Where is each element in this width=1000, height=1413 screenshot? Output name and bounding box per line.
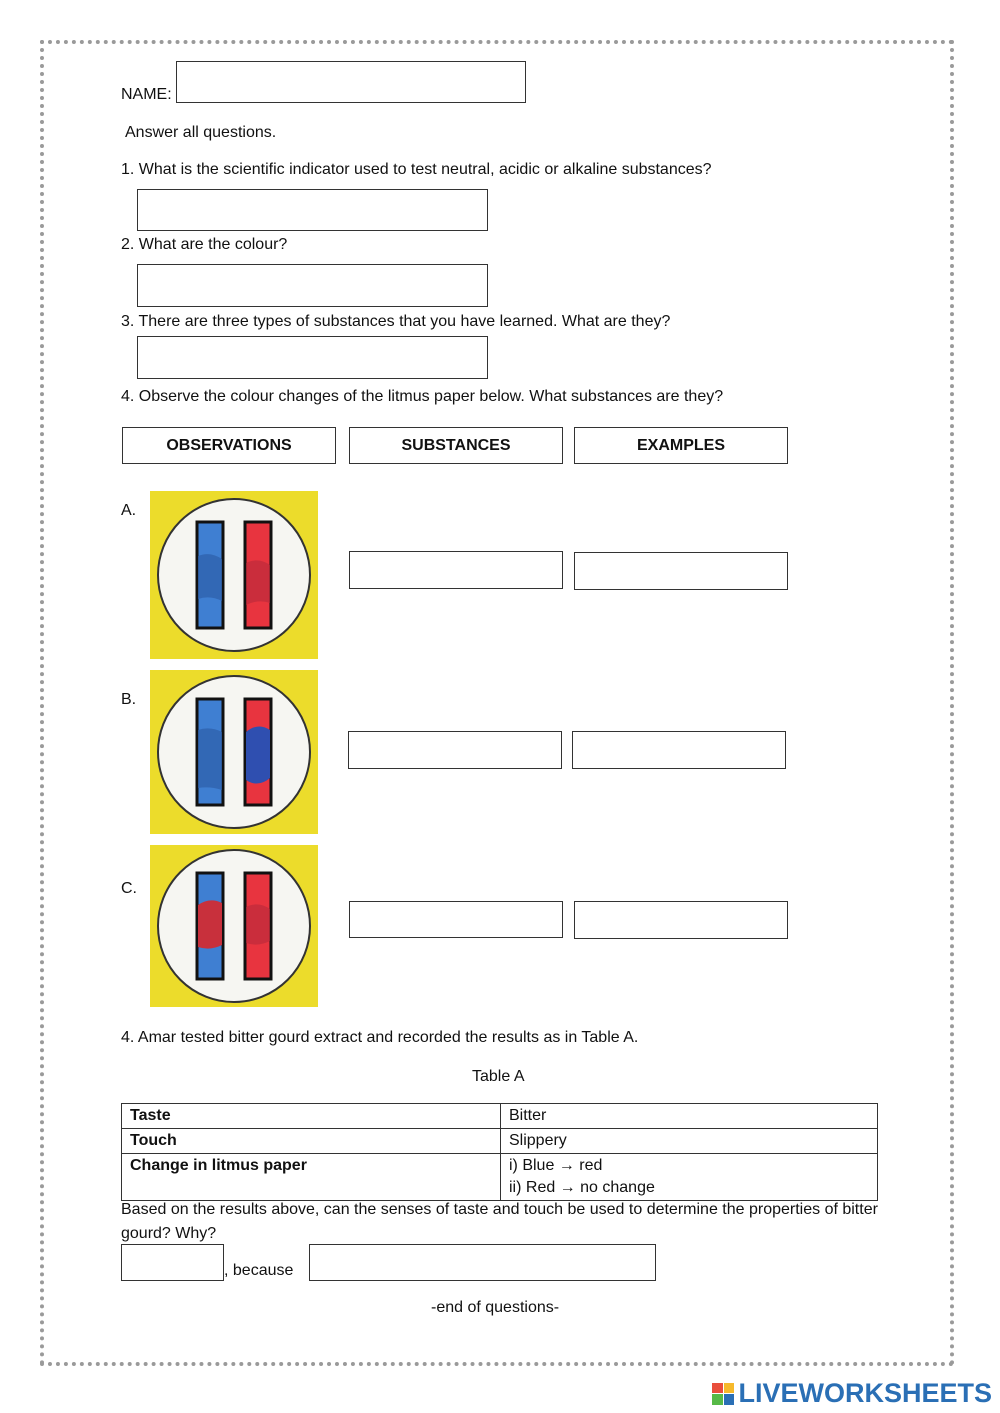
row-b-substance-input[interactable] [348,731,562,769]
table-value-line: ii) Red → no change [509,1179,655,1196]
table-value: Slippery [501,1129,878,1154]
row-b-label: B. [121,691,137,708]
table-row [122,1129,878,1154]
yes-no-answer-input[interactable] [121,1244,224,1281]
question-5-intro: 4. Amar tested bitter gourd extract and recorded the results as in Table A. [121,1029,639,1046]
liveworksheets-logo [712,1378,992,1409]
row-a-substance-input[interactable] [349,551,563,589]
question-5-text: Based on the results above, can the senses of taste and touch be used to determine the properties of bitter gourd? Why? [121,1201,878,1242]
row-a-example-input[interactable] [574,552,788,590]
table-property: Touch [122,1129,501,1154]
question-2: 2. What are the colour? [121,236,288,253]
table-value [501,1154,878,1201]
header-observations: OBSERVATIONS [122,427,336,464]
header-examples: EXAMPLES [574,427,788,464]
litmus-image-a [150,491,318,659]
table-row [122,1104,878,1129]
table-row [122,1154,878,1201]
row-c-example-input[interactable] [574,901,788,939]
logo-icon [712,1383,734,1405]
litmus-image-c [150,845,318,1007]
q3-answer-input[interactable] [137,336,488,379]
table-a-caption: Table A [472,1068,525,1085]
brand-name: LIVEWORKSHEETS [738,1378,992,1408]
question-4: 4. Observe the colour changes of the litmus paper below. What substances are they? [121,388,724,405]
reason-answer-input[interactable] [309,1244,656,1281]
row-c-substance-input[interactable] [349,901,563,938]
header-substances: SUBSTANCES [349,427,563,464]
name-input[interactable] [176,61,526,103]
because-label: , because [224,1262,294,1279]
name-label: NAME: [121,86,172,103]
table-value: Bitter [501,1104,878,1129]
question-1: 1. What is the scientific indicator used to test neutral, acidic or alkaline substances? [121,161,712,178]
q2-answer-input[interactable] [137,264,488,307]
end-of-questions: -end of questions- [431,1299,560,1316]
row-b-example-input[interactable] [572,731,786,769]
instruction-text: Answer all questions. [125,124,277,141]
table-property: Change in litmus paper [122,1154,501,1201]
table-a [121,1103,878,1201]
question-3: 3. There are three types of substances that you have learned. What are they? [121,313,671,330]
row-a-label: A. [121,502,137,519]
table-property: Taste [122,1104,501,1129]
litmus-image-b [150,670,318,834]
row-c-label: C. [121,880,137,897]
table-value-line: i) Blue → red [509,1157,603,1174]
q1-answer-input[interactable] [137,189,488,231]
